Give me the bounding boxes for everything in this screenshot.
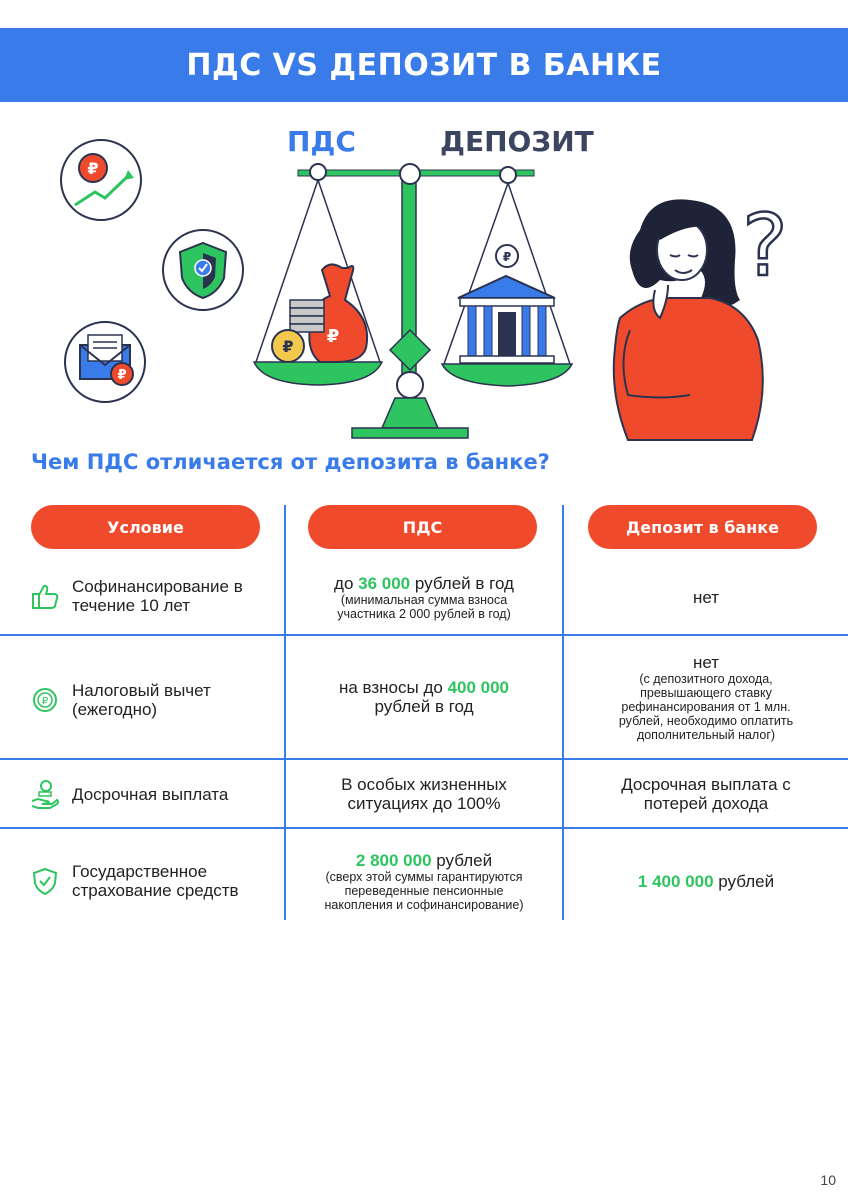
table-row [30, 850, 262, 912]
pds-value-highlight: 400 000 [447, 678, 510, 697]
section-subtitle: Чем ПДС отличается от депозита в банке? [31, 450, 550, 474]
deposit-cell [564, 836, 848, 926]
condition-label: Государственное страхование средств [72, 862, 239, 900]
row-divider [0, 827, 848, 829]
question-mark-icon [742, 196, 788, 296]
ruble-coin-icon [30, 685, 60, 715]
pds-value-suffix: рублей в год [374, 697, 474, 716]
deposit-value-suffix: рублей [713, 871, 775, 891]
condition-label: Софинансирование в течение 10 лет [72, 577, 243, 615]
pds-cell [286, 636, 562, 758]
envelope-ruble-icon [65, 322, 145, 402]
pds-label: ПДС [287, 125, 356, 158]
shield-check-small-icon [30, 866, 60, 896]
svg-text:?: ? [742, 196, 788, 296]
deposit-value: нет [692, 652, 720, 672]
pds-value-prefix: на взносы до [338, 678, 448, 697]
pds-value-suffix: рублей [431, 850, 493, 870]
pds-cell [286, 760, 562, 827]
table-row [30, 770, 262, 818]
ruble-growth-icon [61, 140, 141, 220]
svg-text:₽: ₽ [282, 337, 294, 356]
deposit-cell [564, 560, 848, 634]
shield-check-icon [163, 230, 243, 310]
deposit-value: Досрочная выплата с потерей дохода [621, 774, 791, 813]
deposit-value-highlight: 1 400 000 [637, 871, 714, 891]
svg-text:₽: ₽ [326, 326, 340, 347]
money-bag-icon [272, 264, 367, 362]
hand-coins-icon [30, 779, 60, 809]
page-number: 10 [820, 1172, 836, 1188]
pds-note: (минимальная сумма взноса участника 2 000 рублей в год) [337, 592, 511, 621]
table-row [30, 572, 262, 620]
column-header-deposit: Депозит в банке [588, 505, 817, 549]
deposit-label: ДЕПОЗИТ [440, 125, 594, 158]
column-header-pds: ПДС [308, 505, 537, 549]
pds-cell [286, 836, 562, 926]
condition-label: Досрочная выплата [72, 784, 229, 804]
condition-label: Налоговый вычет (ежегодно) [72, 681, 211, 719]
deposit-cell [564, 636, 848, 758]
thumbs-up-icon [30, 581, 60, 611]
pds-note: (сверх этой суммы гарантируются переведенные пенсионные накопления и софинансирование) [324, 869, 524, 912]
svg-text:₽: ₽ [41, 696, 49, 707]
bank-building-icon [458, 245, 555, 363]
svg-text:₽: ₽ [117, 368, 127, 383]
pds-cell [286, 560, 562, 634]
pds-value-prefix: до [334, 573, 359, 593]
svg-text:₽: ₽ [87, 159, 99, 178]
pds-value-highlight: 36 000 [358, 573, 411, 593]
deposit-cell [564, 760, 848, 827]
pds-value-highlight: 2 800 000 [355, 850, 432, 870]
table-row [30, 676, 262, 724]
pds-value: В особых жизненных ситуациях до 100% [341, 774, 507, 813]
svg-text:₽: ₽ [502, 250, 512, 264]
deposit-value: нет [692, 587, 720, 607]
column-header-condition: Условие [31, 505, 260, 549]
illustration [0, 110, 848, 450]
page-title: ПДС VS ДЕПОЗИТ В БАНКЕ [186, 47, 662, 83]
thinking-woman-icon [614, 199, 763, 440]
deposit-note: (с депозитного дохода, превышающего ставку рефинансирования от 1 млн. рублей, необходимо оплатить дополнительный налог) [618, 671, 794, 742]
pds-value-suffix: рублей в год [410, 573, 514, 593]
header-banner [0, 28, 848, 102]
